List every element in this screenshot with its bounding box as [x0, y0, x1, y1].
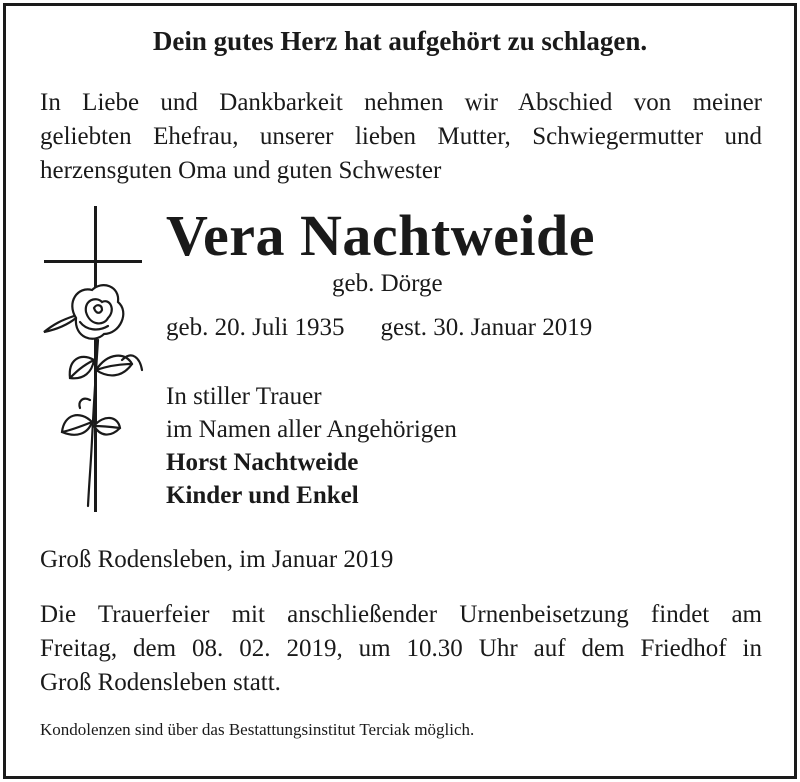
- ceremony-line: Freitag, dem 08. 02. 2019, um 10.30 Uhr auf dem Friedhof in: [40, 635, 762, 662]
- ceremony-text: [40, 598, 762, 700]
- deceased-name: Vera Nachtweide: [166, 203, 595, 268]
- intro-line: herzensguten Oma und guten Schwester: [40, 157, 442, 184]
- life-dates: [166, 314, 592, 342]
- ceremony-line: Die Trauerfeier mit anschließender Urnenbeisetzung findet am: [40, 601, 762, 628]
- intro-text: [40, 86, 762, 188]
- birth-date: geb. 20. Juli 1935: [166, 314, 345, 341]
- rose-icon: [44, 285, 142, 506]
- condolence-note: Kondolenzen sind über das Bestattungsinstitut Terciak möglich.: [40, 720, 475, 739]
- mourner-name: Horst Nachtweide: [166, 449, 359, 476]
- mourning-line: im Namen aller Angehörigen: [166, 416, 457, 443]
- intro-line: In Liebe und Dankbarkeit nehmen wir Abschied von meiner: [40, 89, 762, 116]
- mourner-name: Kinder und Enkel: [166, 482, 359, 509]
- headline: Dein gutes Herz hat aufgehört zu schlagen.: [152, 26, 648, 56]
- cross-and-rose: [36, 200, 156, 516]
- intro-line: geliebten Ehefrau, unserer lieben Mutter, Schwiegermutter und: [40, 123, 762, 150]
- ceremony-line: Groß Rodensleben statt.: [40, 669, 281, 696]
- death-date: gest. 30. Januar 2019: [380, 314, 593, 341]
- place-date: Groß Rodensleben, im Januar 2019: [40, 546, 394, 573]
- mourning-line: In stiller Trauer: [166, 383, 322, 410]
- mourners-block: [166, 380, 457, 512]
- maiden-name: geb. Dörge: [332, 270, 443, 297]
